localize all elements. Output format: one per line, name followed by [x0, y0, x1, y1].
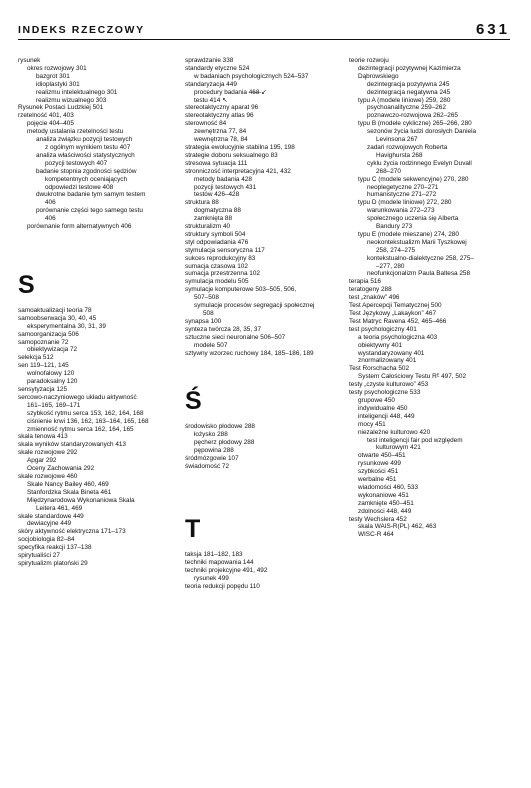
- index-entry: samopoznanie 72: [18, 338, 69, 346]
- entries-s: [18, 307, 178, 568]
- index-entry: testu 414 ↖: [194, 96, 228, 104]
- index-entry: teoria redukcji popędu 110: [185, 582, 260, 590]
- index-entry: testów 426–428: [194, 191, 240, 199]
- index-entry: okres rozwojowy 301: [27, 64, 87, 72]
- index-entry: strategie doboru seksualnego 83: [185, 151, 278, 159]
- index-entry: stymulacja sensoryczna 117: [185, 246, 265, 254]
- index-entry: Levinsona 267: [376, 136, 418, 144]
- index-entry: psychoanalityczne 259–262: [367, 104, 446, 112]
- index-entry: WISC-R 464: [358, 531, 394, 539]
- index-entry: 268–270: [376, 167, 401, 175]
- index-entry: porównanie form alternatywnych 406: [27, 223, 132, 231]
- index-entry: stereotaktyczny atlas 96: [185, 112, 254, 120]
- index-entry: standaryzacja 449: [185, 80, 237, 88]
- index-entry: obiektywizacja 72: [27, 346, 78, 354]
- index-entry: znormalizowany 401: [358, 357, 417, 365]
- index-entry: taksja 181–182, 183: [185, 550, 243, 558]
- index-entry: skóry aktywność elektryczna 171–173: [18, 528, 126, 536]
- index-entry: sumacja przestrzenna 102: [185, 270, 260, 278]
- index-entry: a teoria psychologiczna 403: [358, 333, 438, 341]
- index-entry: stronniczość interpretacyjna 421, 432: [185, 167, 291, 175]
- index-entry: pozycji testowych 431: [194, 183, 257, 191]
- section-letter-s: S: [18, 270, 35, 299]
- index-entry: zamknięta 88: [194, 215, 233, 223]
- index-entry: sen 119–121, 145: [18, 362, 69, 370]
- index-entry: symulacja modelu 505: [185, 278, 249, 286]
- index-entry: pozycji testowych 407: [45, 159, 108, 167]
- index-entry: neofunkcjonalizm Paula Baltesa 258: [367, 270, 471, 278]
- index-entry: szybkość rytmu serca 153, 162, 164, 168: [27, 409, 144, 417]
- index-entry: inteligencji 448, 449: [358, 412, 415, 420]
- page-header: [18, 22, 510, 42]
- index-column-3: [349, 57, 514, 539]
- index-entry: neokontekstualizm Marii Tyszkowej: [367, 238, 467, 246]
- index-entry: warunkowania 272–273: [367, 207, 435, 215]
- index-entry: Międzynarodowa Wykonaniowa Skala: [27, 496, 135, 504]
- index-entry: rysunek 499: [194, 574, 229, 582]
- index-entry: sterowność 84: [185, 120, 227, 128]
- index-entry: zmienność rytmu serca 162, 164, 165: [27, 425, 134, 433]
- index-entry: eksperymentalna 30, 31, 39: [27, 322, 106, 330]
- index-entry: testy Wechslera 452: [349, 515, 407, 523]
- index-entry: typu D (modele liniowe) 272, 280: [358, 199, 452, 207]
- index-entry: synteza twórcza 28, 35, 37: [185, 325, 262, 333]
- index-entry: społecznego uczenia się Alberta: [367, 215, 459, 223]
- index-entry: techniki mapowania 144: [185, 558, 254, 566]
- index-entry: zewnętrzna 77, 84: [194, 128, 247, 136]
- index-entry: teorie rozwoju: [349, 57, 389, 64]
- index-entry: kontekstualno-dialektyczne 258, 275–: [367, 254, 474, 262]
- index-entry: porównanie części tego samego testu: [36, 207, 143, 215]
- index-entry: neoplegetyczne 270–271: [367, 183, 439, 191]
- index-entry: badanie stopnia zgodności sędziów: [36, 167, 137, 175]
- index-entry: teratogeny 288: [349, 286, 392, 294]
- index-entry: samoorganizacja 506: [18, 330, 79, 338]
- index-entry: paradoksalny 120: [27, 378, 78, 386]
- index-entry: Havighursta 268: [376, 151, 423, 159]
- index-entry: śródmózgowie 107: [185, 455, 239, 463]
- index-entry: kompetentnych oceniających: [45, 175, 128, 183]
- entries-s-continued: [185, 57, 345, 357]
- index-entry: Test Językowy „Lakaykon” 467: [349, 310, 437, 317]
- index-entry: standardy etyczne 524: [185, 64, 250, 72]
- index-entry: stereotaktyczny aparat 96: [185, 104, 259, 112]
- index-entry: testy „czyste kulturowo” 453: [349, 381, 429, 389]
- index-entry: Test Rorschacha 502: [349, 365, 410, 373]
- index-entry: test psychologiczny 401: [349, 325, 417, 333]
- index-entry: sensytyzacja 125: [18, 386, 68, 393]
- index-entry: modele 507: [194, 341, 228, 349]
- index-entry: Test Matryc Ravena 452, 465–466: [349, 317, 447, 325]
- index-entry: sztuczne sieci neuronalne 506–507: [185, 333, 286, 341]
- index-entry: 406: [45, 199, 56, 207]
- index-entry: realizmu intelektualnego 301: [36, 88, 118, 96]
- running-title: INDEKS RZECZOWY: [18, 24, 145, 36]
- index-entry: wolnofalowy 120: [27, 370, 75, 378]
- index-entry: strategia ewolucyjnie stabilna 195, 198: [185, 143, 295, 151]
- index-entry: Stanfordzka Skala Bineta 461: [27, 488, 112, 496]
- index-entry: wiadomości 460, 533: [358, 483, 419, 491]
- index-column-1: [18, 57, 178, 568]
- index-entry: struktura 88: [185, 199, 219, 207]
- index-entry: skale standardowe 449: [18, 512, 84, 520]
- index-entry: rysunkowe 499: [358, 460, 401, 468]
- index-column-2: [185, 57, 345, 590]
- index-entry: testy psychologiczne 533: [349, 389, 421, 397]
- index-entry: środowisko płodowe 288: [185, 423, 255, 431]
- page-number: 631: [475, 21, 510, 38]
- index-entry: idioplastyki 301: [36, 80, 80, 88]
- index-entry: grupowe 450: [358, 396, 395, 404]
- index-entry: skale rozwojowe 460: [18, 472, 78, 480]
- index-entry: analiza właściwości statystycznych: [36, 151, 135, 159]
- index-entry: test inteligencji fair pod względem: [367, 436, 463, 444]
- index-entry: otwarte 450–451: [358, 452, 406, 460]
- index-entry: analiza związku pozycji testowych: [36, 136, 133, 144]
- index-entry: skala WAIS-R(PL) 462, 463: [358, 523, 437, 531]
- index-entry: sukces reprodukcyjny 83: [185, 254, 256, 262]
- entries-t: [185, 551, 345, 591]
- index-entry: symulacje komputerowe 503–505, 506,: [185, 286, 297, 294]
- index-entry: Test Apercepcji Tematycznej 500: [349, 302, 442, 310]
- index-entry: strukturalizm 40: [185, 223, 231, 231]
- index-entry: typu E (modele mieszane) 274, 280: [358, 230, 459, 238]
- index-entry: styl odpowiadania 476: [185, 238, 249, 246]
- index-entry: zamknięte 450–451: [358, 499, 414, 507]
- index-entry: typu B (modele cykliczne) 265–266, 280: [358, 120, 472, 128]
- index-entry: kulturowym 421: [376, 444, 421, 452]
- index-entry: sezonów życia ludzi dorosłych Daniela: [367, 128, 477, 136]
- entries-s-acute: [185, 423, 345, 470]
- index-entry: test „znaków” 496: [349, 294, 400, 302]
- index-entry: spirytualizm platoński 29: [18, 559, 88, 567]
- index-entry: ciśnienie krwi 136, 162, 163–164, 165, 168: [27, 417, 149, 425]
- index-entry: Rysunek Postaci Ludzkiej 501: [18, 104, 104, 112]
- index-entry: bazgrot 301: [36, 72, 70, 80]
- index-entry: terapia 516: [349, 278, 381, 286]
- index-entry: System Całościowy Testu Rᴱ 497, 502: [358, 373, 466, 381]
- index-entry: niezależne kulturowo 420: [358, 428, 431, 436]
- index-entry: wykonaniowe 451: [358, 491, 409, 499]
- index-entry: sztywny wzorzec ruchowy 184, 185–186, 189: [185, 349, 314, 357]
- index-entry: Oceny Zachowania 292: [27, 465, 95, 473]
- index-entry: w badaniach psychologicznych 524–537: [194, 72, 309, 80]
- index-entry: skala wyników standaryzowanych 413: [18, 441, 126, 449]
- index-entry: typu A (modele liniowe) 259, 280: [358, 96, 451, 104]
- entries-r: [18, 57, 178, 231]
- index-entry: dogmatyczna 88: [194, 207, 241, 215]
- index-entry: procedury badania 4̶6̶8̶ ↙: [194, 88, 267, 96]
- index-entry: metody badania 428: [194, 175, 252, 183]
- index-entry: symulacje procesów segregacji społecznej: [194, 302, 315, 310]
- index-entry: wystandaryzowany 401: [358, 349, 425, 357]
- index-entry: techniki projekcyjne 491, 492: [185, 566, 268, 574]
- index-entry: Bandury 273: [376, 223, 413, 231]
- index-entry: stresowa sytuacja 111: [185, 159, 248, 167]
- index-entry: sprawdzanie 338: [185, 57, 234, 64]
- index-entry: realizmu wizualnego 303: [36, 96, 107, 104]
- entries-t-continued: [349, 57, 514, 539]
- index-entry: –277, 280: [376, 262, 405, 270]
- index-entry: pępowina 288: [194, 447, 234, 455]
- index-entry: dewiacyjne 449: [27, 520, 72, 528]
- index-entry: samoaktualizacji teoria 78: [18, 306, 92, 314]
- index-entry: z ogólnym wynikiem testu 407: [45, 143, 131, 151]
- index-entry: zadań rozwojowych Roberta: [367, 143, 448, 151]
- index-entry: szybkości 451: [358, 468, 399, 476]
- index-entry: socjobiologia 82–84: [18, 536, 75, 544]
- index-entry: humanistyczne 271–272: [367, 191, 437, 199]
- index-entry: cyklu życia rodzinnego Evelyn Duvall: [367, 159, 472, 167]
- index-entry: obiektywny 401: [358, 341, 403, 349]
- index-entry: 161–165, 169–171: [27, 401, 81, 409]
- index-entry: Dąbrowskiego: [358, 72, 399, 80]
- index-entry: pęcherz płodowy 288: [194, 439, 255, 447]
- index-entry: wewnętrzna 78, 84: [194, 136, 248, 144]
- index-entry: rysunek: [18, 57, 41, 64]
- index-entry: świadomość 72: [185, 462, 230, 470]
- index-entry: dezintegracja negatywna 245: [367, 88, 451, 96]
- index-entry: selekcja 512: [18, 354, 54, 362]
- index-entry: poznawczo-rozwojowa 262–265: [367, 112, 458, 120]
- index-entry: samoobserwacja 30, 40, 45: [18, 314, 97, 322]
- index-entry: łożysko 288: [194, 431, 228, 439]
- index-entry: Apgar 292: [27, 457, 57, 465]
- index-entry: metody ustalania rzetelności testu: [27, 128, 124, 136]
- index-entry: spirytualiści 27: [18, 552, 60, 560]
- index-entry: zdolności 448, 449: [358, 507, 412, 515]
- index-entry: 406: [45, 215, 56, 223]
- index-entry: dwukrotne badanie tym samym testem: [36, 191, 146, 199]
- index-entry: synapsa 100: [185, 317, 222, 325]
- index-entry: Leitera 461, 469: [36, 504, 83, 512]
- index-entry: sumacja czasowa 102: [185, 262, 248, 270]
- index-entry: skale rozwojowe 292: [18, 449, 78, 457]
- index-entry: struktury symboli 504: [185, 230, 246, 238]
- index-entry: dezintegracja pozytywna 245: [367, 80, 450, 88]
- index-entry: rzetelność 401, 403: [18, 112, 74, 120]
- index-entry: odpowiedzi testowe 408: [45, 183, 114, 191]
- index-entry: typu C (modele sekwencyjne) 270, 280: [358, 175, 469, 183]
- index-entry: dezintegracji pozytywnej Kazimierza: [358, 64, 461, 72]
- index-entry: Skale Nancy Bailey 460, 469: [27, 480, 109, 488]
- index-entry: 508: [203, 310, 214, 317]
- index-entry: 258, 274–275: [376, 246, 416, 254]
- index-entry: skala tenowa 413: [18, 433, 68, 441]
- index-entry: mocy 451: [358, 420, 386, 428]
- index-entry: pojęcie 404–405: [27, 120, 74, 128]
- index-entry: indywidualne 450: [358, 404, 408, 412]
- section-letter-t: T: [185, 514, 201, 543]
- index-entry: sercowo-naczyniowego układu aktywność: [18, 393, 137, 401]
- header-rule: [18, 39, 510, 40]
- index-entry: 507–508: [194, 294, 219, 302]
- index-entry: werbalne 451: [358, 476, 397, 484]
- section-letter-s-acute: Ś: [185, 387, 202, 416]
- index-entry: specyfika reakcji 137–138: [18, 544, 92, 552]
